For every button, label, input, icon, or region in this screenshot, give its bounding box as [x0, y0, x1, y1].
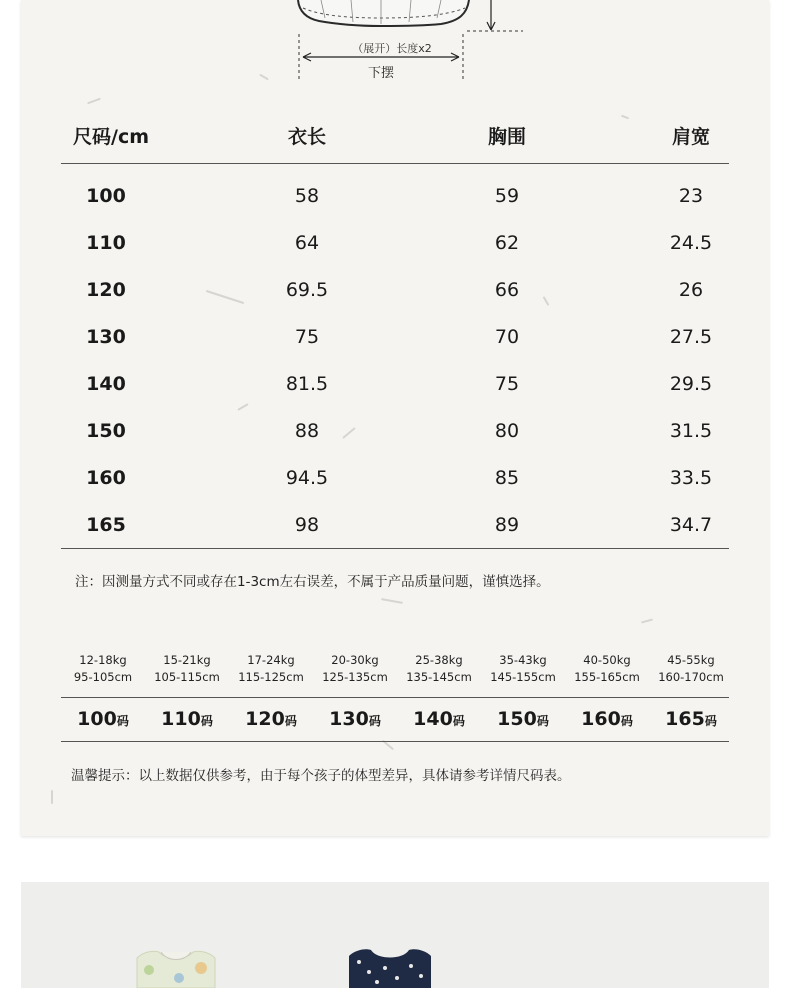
shoulder-cell: 29.5: [669, 372, 713, 395]
weight-range: 20-30kg: [331, 653, 379, 667]
table-row: [61, 407, 729, 454]
size-cell: 120: [86, 278, 126, 301]
chest-cell: 80: [494, 419, 520, 442]
size-label: [649, 708, 733, 730]
size-label: [565, 708, 649, 730]
size-cell: 150: [86, 419, 126, 442]
height-range: 125-135cm: [322, 670, 388, 684]
table-row: [61, 454, 729, 501]
shoulder-cell: 26: [678, 278, 704, 301]
size-label: [229, 708, 313, 730]
length-cell: 75: [294, 325, 320, 348]
height-range: 160-170cm: [658, 670, 724, 684]
chest-cell: 85: [494, 466, 520, 489]
shoulder-cell: 24.5: [669, 231, 713, 254]
size-cell: 110: [86, 231, 126, 254]
dress-thumbnail-floral-green[interactable]: [131, 948, 221, 988]
size-cell: 140: [86, 372, 126, 395]
weight-range: 40-50kg: [583, 653, 631, 667]
size-unit: 码: [200, 714, 213, 728]
header-size: 尺码/cm: [73, 126, 150, 148]
chest-cell: 66: [494, 278, 520, 301]
dress-thumbnail-navy-floral[interactable]: [345, 948, 435, 988]
reference-tip: 温馨提示：以上数据仅供参考，由于每个孩子的体型差异，具体请参考详情尺码表。: [71, 768, 571, 784]
size-number: 165: [665, 708, 705, 730]
height-range: 95-105cm: [73, 670, 133, 684]
weight-range: 15-21kg: [163, 653, 211, 667]
table-row: [61, 219, 729, 266]
chest-cell: 62: [494, 231, 520, 254]
size-number: 140: [413, 708, 453, 730]
length-cell: 64: [294, 231, 320, 254]
size-label: [61, 708, 145, 730]
shoulder-cell: 27.5: [669, 325, 713, 348]
height-range: 105-115cm: [154, 670, 220, 684]
size-label: [397, 708, 481, 730]
length-cell: 98: [294, 513, 320, 536]
size-cell: 160: [86, 466, 126, 489]
size-unit: 码: [536, 714, 549, 728]
range-item: [61, 652, 145, 686]
size-number: 110: [161, 708, 201, 730]
header-chest: 胸围: [487, 126, 526, 148]
height-range: 135-145cm: [406, 670, 472, 684]
shoulder-cell: 34.7: [669, 513, 713, 536]
weight-range: 25-38kg: [415, 653, 463, 667]
size-number: 160: [581, 708, 621, 730]
size-chart-panel: [21, 0, 769, 836]
chest-cell: 59: [494, 184, 520, 207]
size-label: [145, 708, 229, 730]
length-cell: 58: [294, 184, 320, 207]
height-range: 155-165cm: [574, 670, 640, 684]
table-row: [61, 172, 729, 219]
table-row: [61, 266, 729, 313]
size-number: 120: [245, 708, 285, 730]
range-item: [313, 652, 397, 686]
weight-range: 35-43kg: [499, 653, 547, 667]
range-item: [229, 652, 313, 686]
table-row: [61, 501, 729, 548]
size-unit: 码: [704, 714, 717, 728]
weight-range: 45-55kg: [667, 653, 715, 667]
hem-dimension-label: （展开）长度x2: [352, 42, 432, 55]
guide-divider: [61, 697, 729, 698]
hem-name-label: 下摆: [367, 66, 394, 81]
table-row: [61, 313, 729, 360]
size-number: 130: [329, 708, 369, 730]
length-cell: 81.5: [285, 372, 329, 395]
length-cell: 69.5: [285, 278, 329, 301]
guide-bottom-rule: [61, 741, 729, 742]
weight-range: 17-24kg: [247, 653, 295, 667]
product-gallery: [21, 882, 769, 988]
size-cell: 165: [86, 513, 126, 536]
table-row: [61, 360, 729, 407]
shoulder-cell: 33.5: [669, 466, 713, 489]
size-label: [481, 708, 565, 730]
size-number: 150: [497, 708, 537, 730]
weight-range: 12-18kg: [79, 653, 127, 667]
size-unit: 码: [452, 714, 465, 728]
table-bottom-rule: [61, 548, 729, 549]
header-length: 衣长: [287, 126, 326, 148]
height-range: 145-155cm: [490, 670, 556, 684]
measurement-note: 注：因测量方式不同或存在1-3cm左右误差，不属于产品质量问题，谨慎选择。: [75, 574, 550, 590]
size-label: [313, 708, 397, 730]
range-item: [565, 652, 649, 686]
shoulder-cell: 23: [678, 184, 704, 207]
size-table-header: [61, 110, 729, 164]
size-number: 100: [77, 708, 117, 730]
length-cell: 88: [294, 419, 320, 442]
range-item: [649, 652, 733, 686]
size-unit: 码: [116, 714, 129, 728]
range-item: [397, 652, 481, 686]
chest-cell: 89: [494, 513, 520, 536]
shoulder-cell: 31.5: [669, 419, 713, 442]
range-item: [145, 652, 229, 686]
chest-cell: 70: [494, 325, 520, 348]
size-unit: 码: [368, 714, 381, 728]
size-unit: 码: [620, 714, 633, 728]
length-cell: 94.5: [285, 466, 329, 489]
header-shoulder: 肩宽: [671, 126, 710, 148]
chest-cell: 75: [494, 372, 520, 395]
size-cell: 100: [86, 184, 126, 207]
size-table: [61, 110, 729, 548]
size-unit: 码: [284, 714, 297, 728]
range-item: [481, 652, 565, 686]
size-cell: 130: [86, 325, 126, 348]
height-range: 115-125cm: [238, 670, 304, 684]
